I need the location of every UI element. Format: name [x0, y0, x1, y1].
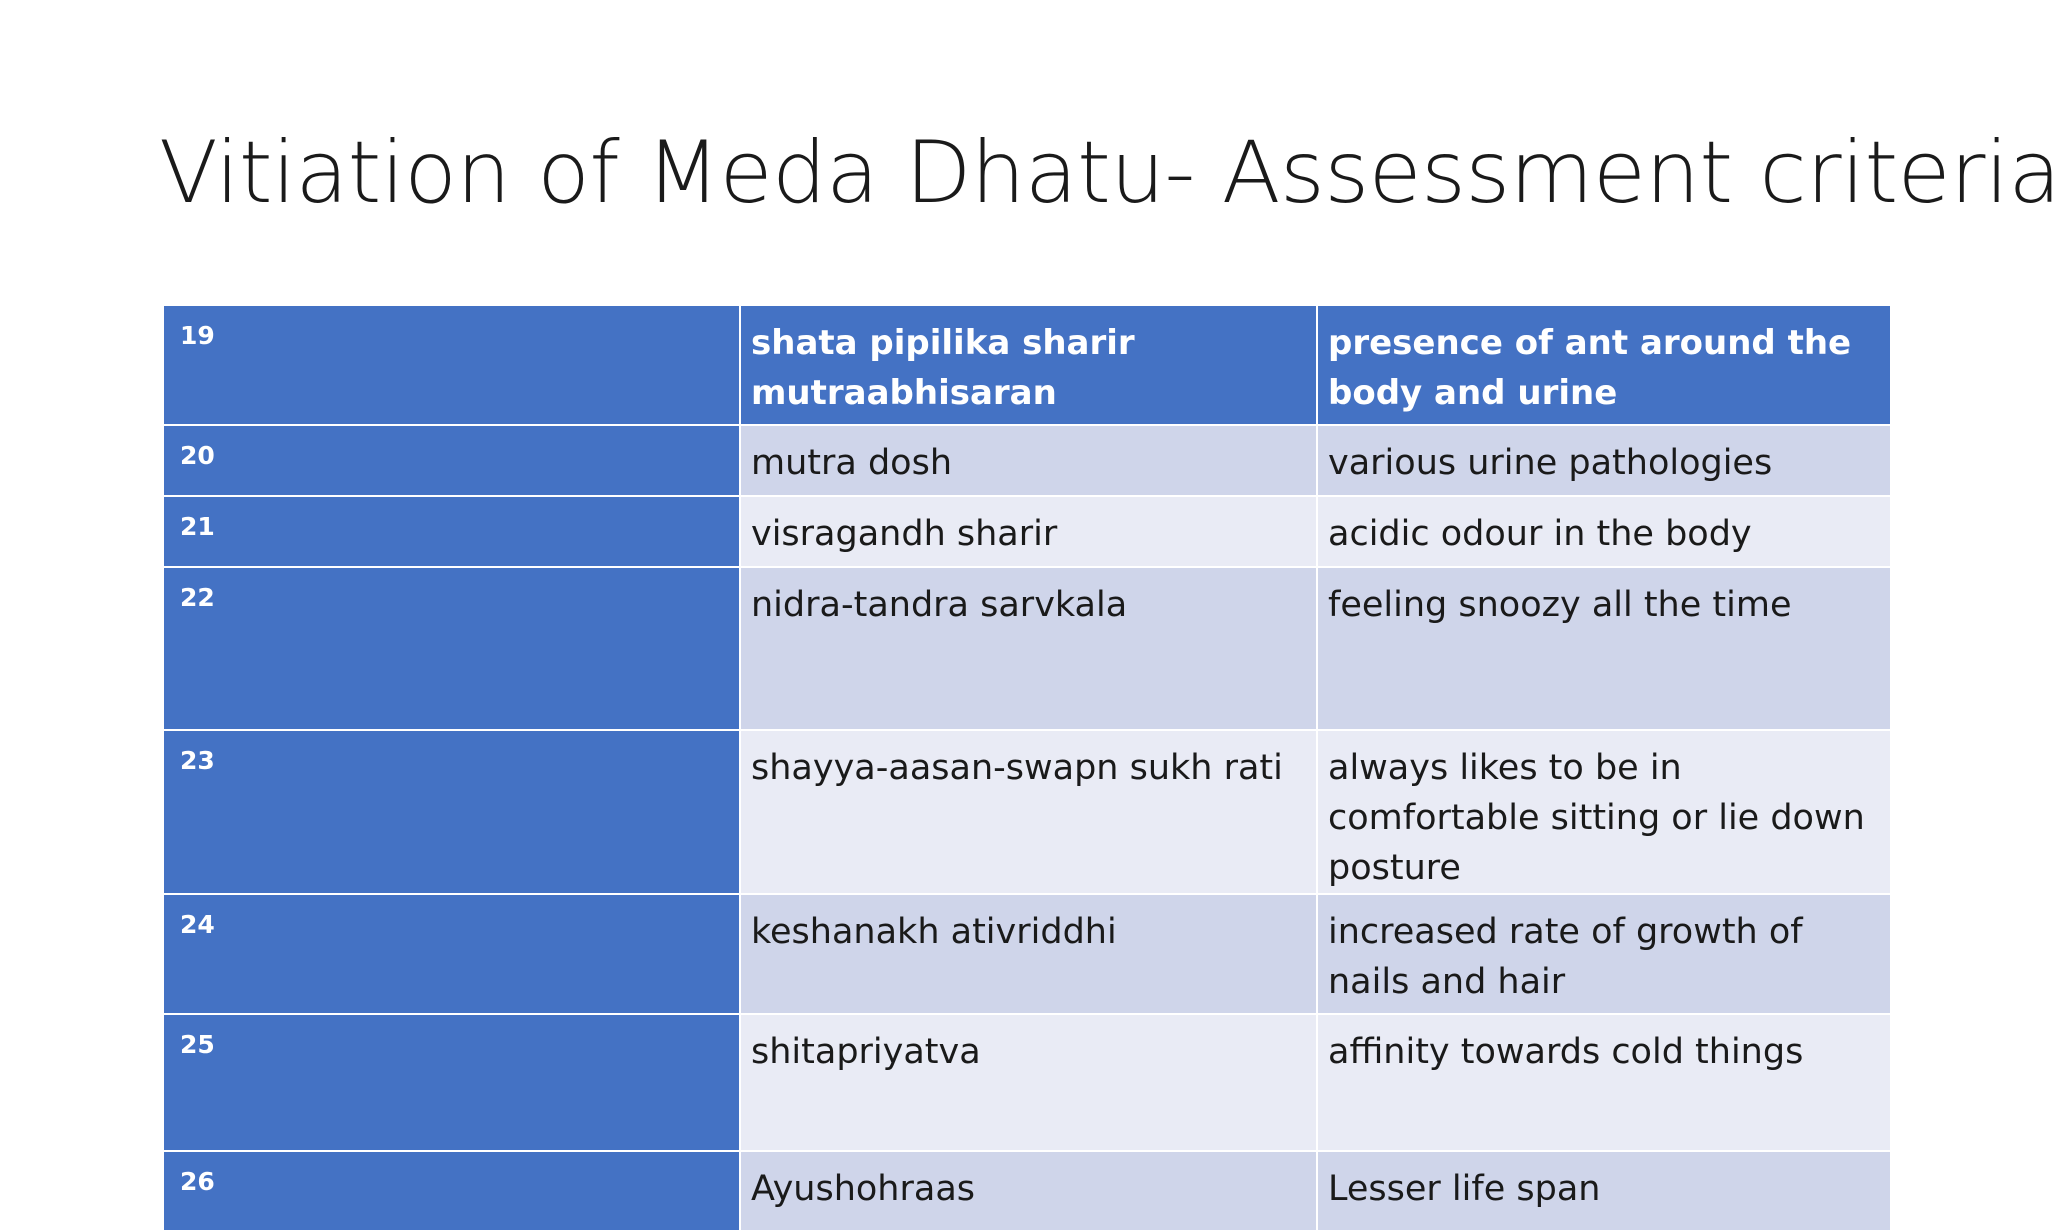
table-row: [163, 894, 1891, 1014]
row-number: 21: [163, 496, 740, 567]
row-number: 25: [163, 1014, 740, 1151]
row-number: 24: [163, 894, 740, 1014]
criteria-table-container: [162, 304, 1890, 1232]
sanskrit-term: shata pipilika sharir mutraabhisaran: [740, 305, 1317, 425]
sanskrit-term: nidra-tandra sarvkala: [740, 567, 1317, 730]
term-meaning: various urine pathologies: [1317, 425, 1891, 496]
term-meaning: acidic odour in the body: [1317, 496, 1891, 567]
row-number: 20: [163, 425, 740, 496]
table-row: [163, 567, 1891, 730]
row-number: 26: [163, 1151, 740, 1231]
term-meaning: affinity towards cold things: [1317, 1014, 1891, 1151]
term-meaning: increased rate of growth of nails and hair: [1317, 894, 1891, 1014]
term-meaning: Lesser life span: [1317, 1151, 1891, 1231]
sanskrit-term: shayya-aasan-swapn sukh rati: [740, 730, 1317, 894]
term-meaning: presence of ant around the body and urine: [1317, 305, 1891, 425]
table-row: [163, 305, 1891, 425]
table-row: [163, 1151, 1891, 1231]
term-meaning: always likes to be in comfortable sitting or lie down posture: [1317, 730, 1891, 894]
row-number: 22: [163, 567, 740, 730]
sanskrit-term: Ayushohraas: [740, 1151, 1317, 1231]
slide-title: Vitiation of Meda Dhatu- Assessment criteria: [159, 123, 2061, 223]
sanskrit-term: mutra dosh: [740, 425, 1317, 496]
table-row: [163, 730, 1891, 894]
table-row: [163, 1014, 1891, 1151]
table-row: [163, 425, 1891, 496]
term-meaning: feeling snoozy all the time: [1317, 567, 1891, 730]
sanskrit-term: visragandh sharir: [740, 496, 1317, 567]
sanskrit-term: keshanakh ativriddhi: [740, 894, 1317, 1014]
row-number: 23: [163, 730, 740, 894]
row-number: 19: [163, 305, 740, 425]
criteria-table: [162, 304, 1892, 1232]
sanskrit-term: shitapriyatva: [740, 1014, 1317, 1151]
table-row: [163, 496, 1891, 567]
